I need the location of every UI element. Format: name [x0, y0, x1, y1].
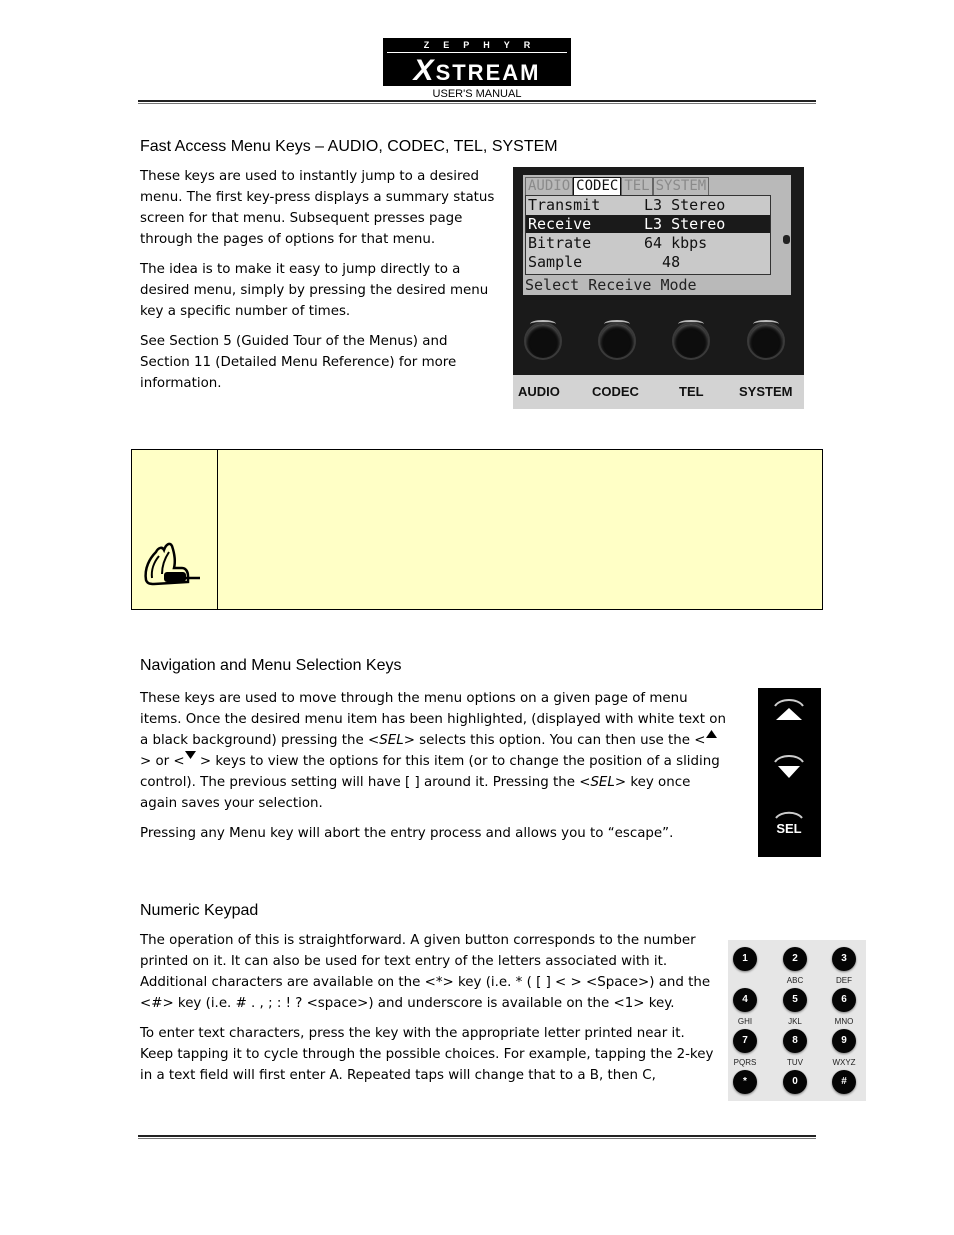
lcd-tabs [525, 177, 709, 196]
keypad-paragraph: The operation of this is straightforward. A given button corresponds to the number printed on it. It can also be used for text entry of the letters associated with it. Additional characters are available on the <*> key (i.e. * ( [ ] < > <Space>) and the <#> key (i.e. # . , ; : ! ? <space>) and underscore is available on the <1> key. [140, 933, 711, 1011]
writing-hand-icon [142, 538, 202, 588]
keypad-key-hash: # [832, 1070, 856, 1094]
fast-access-paragraph: See Section 5 (Guided Tour of the Menus) and Section 11 (Detailed Menu Reference) for more information. [140, 334, 457, 391]
lcd-tab-audio: AUDIO [525, 177, 573, 196]
fast-access-text [140, 166, 495, 403]
keypad-key-7: 7 [733, 1029, 757, 1053]
navigation-paragraph: Pressing any Menu key will abort the entry process and allows you to “escape”. [140, 826, 674, 841]
nav-text-part: > key once again saves your selection. [140, 775, 691, 811]
knob-codec [598, 322, 636, 360]
lcd-row-value: L3 Stereo [644, 215, 726, 233]
logo-divider [387, 52, 567, 53]
lcd-tab-codec: CODEC [573, 177, 621, 196]
down-arrow-icon [185, 751, 196, 759]
lcd-row-value: 64 kbps [644, 234, 708, 252]
lcd-tab-system: SYSTEM [653, 177, 710, 196]
lcd-row-value: L3 Stereo [644, 196, 726, 214]
nav-text-part: > keys to view the options for this item (or to change the position of a sliding control). The previous setting will have [ ] around it. Pressing the < [140, 754, 720, 790]
numeric-keypad-image [728, 940, 866, 1101]
keypad-key-2: 2 [783, 947, 807, 971]
lcd-status-line: Select Receive Mode [525, 276, 697, 294]
keypad-letters-jkl: JKL [788, 1017, 802, 1026]
key-label-tel: TEL [679, 384, 704, 399]
sel-key-icon [770, 808, 808, 838]
footer-rule [138, 1135, 816, 1137]
lcd-tab-tel: TEL [621, 177, 652, 196]
note-box [131, 449, 823, 610]
keypad-paragraph: To enter text characters, press the key with the appropriate letter printed near it. Keep tapping it to cycle through the possible choices. For example, tapping the 2-key in a text field will first enter A. Repeated taps will change that to a B, then C, [140, 1026, 714, 1083]
lcd-screen [523, 175, 791, 295]
keypad-key-star: * [733, 1070, 757, 1094]
key-label-audio: AUDIO [518, 384, 560, 399]
lcd-row-key: Sample [528, 253, 583, 271]
keypad-key-3: 3 [832, 947, 856, 971]
note-divider [217, 450, 218, 609]
down-key-icon [770, 752, 808, 782]
knob-system [747, 322, 785, 360]
key-label-system: SYSTEM [739, 384, 793, 399]
lcd-row [526, 234, 770, 252]
nav-text-part: > selects this option. You can then use the < [403, 733, 706, 748]
lcd-row-highlighted [526, 215, 770, 233]
navigation-text [140, 688, 730, 853]
nav-text-part: These keys are used to move through the menu options on a given page of menu items. Once the desired menu item has been highlighted, (displayed with white text on a black background) pressing the < [140, 691, 726, 748]
keypad-key-4: 4 [733, 988, 757, 1012]
keypad-key-9: 9 [832, 1029, 856, 1053]
keypad-letters-wxyz: WXYZ [832, 1058, 856, 1067]
keypad-letters-tuv: TUV [787, 1058, 803, 1067]
keypad-letters-def: DEF [836, 976, 852, 985]
sel-key-label: SEL [776, 821, 802, 836]
logo-stream: STREAM [435, 60, 541, 85]
lcd-row-key: Transmit [528, 196, 601, 214]
fast-access-heading: Fast Access Menu Keys – AUDIO, CODEC, TEL, SYSTEM [140, 138, 558, 155]
keypad-key-8: 8 [783, 1029, 807, 1053]
header-rule [138, 100, 816, 102]
front-panel-lcd-image [513, 167, 804, 409]
navigation-keys-image [758, 688, 821, 857]
nav-sel-ref: SEL [379, 733, 404, 748]
fast-access-paragraph: The idea is to make it easy to jump directly to a desired menu, simply by pressing the desired menu key a specific number of times. [140, 262, 489, 319]
keypad-text [140, 930, 720, 1095]
knob-audio [524, 322, 562, 360]
keypad-letters-mno: MNO [834, 1017, 854, 1026]
navigation-heading: Navigation and Menu Selection Keys [140, 657, 402, 674]
nav-sel-ref: SEL [590, 775, 615, 790]
navigation-paragraph [140, 688, 730, 814]
lcd-row [526, 196, 770, 214]
lcd-menu-list [525, 195, 771, 275]
key-label-codec: CODEC [592, 384, 639, 399]
keypad-heading: Numeric Keypad [140, 902, 259, 919]
lcd-row-key: Bitrate [528, 234, 592, 252]
header-subtitle: USER'S MANUAL [432, 88, 522, 100]
lcd-row [526, 253, 770, 271]
keypad-key-6: 6 [832, 988, 856, 1012]
menu-key-labels [513, 375, 804, 409]
keypad-key-0: 0 [783, 1070, 807, 1094]
up-key-icon [770, 696, 808, 726]
lcd-scroll-indicator [783, 235, 790, 244]
up-arrow-icon [706, 730, 717, 738]
lcd-row-value: 48 [644, 253, 681, 271]
lcd-row-key: Receive [528, 215, 592, 233]
knob-tel [672, 322, 710, 360]
keypad-letters-pqrs: PQRS [733, 1058, 757, 1067]
logo-brand-top: ZEPHYR [423, 40, 545, 50]
keypad-letters-abc: ABC [786, 976, 804, 985]
fast-access-paragraph: These keys are used to instantly jump to a desired menu. The first key-press displays a summary status screen for that menu. Subsequent presses page through the pages of options for that menu. [140, 169, 495, 247]
nav-text-part: > or < [140, 754, 185, 769]
keypad-letters-ghi: GHI [737, 1017, 753, 1026]
keypad-key-1: 1 [733, 947, 757, 971]
keypad-key-5: 5 [783, 988, 807, 1012]
zephyr-xstream-logo [383, 38, 571, 86]
logo-brand-main [383, 54, 571, 88]
logo-x: X [413, 54, 436, 87]
